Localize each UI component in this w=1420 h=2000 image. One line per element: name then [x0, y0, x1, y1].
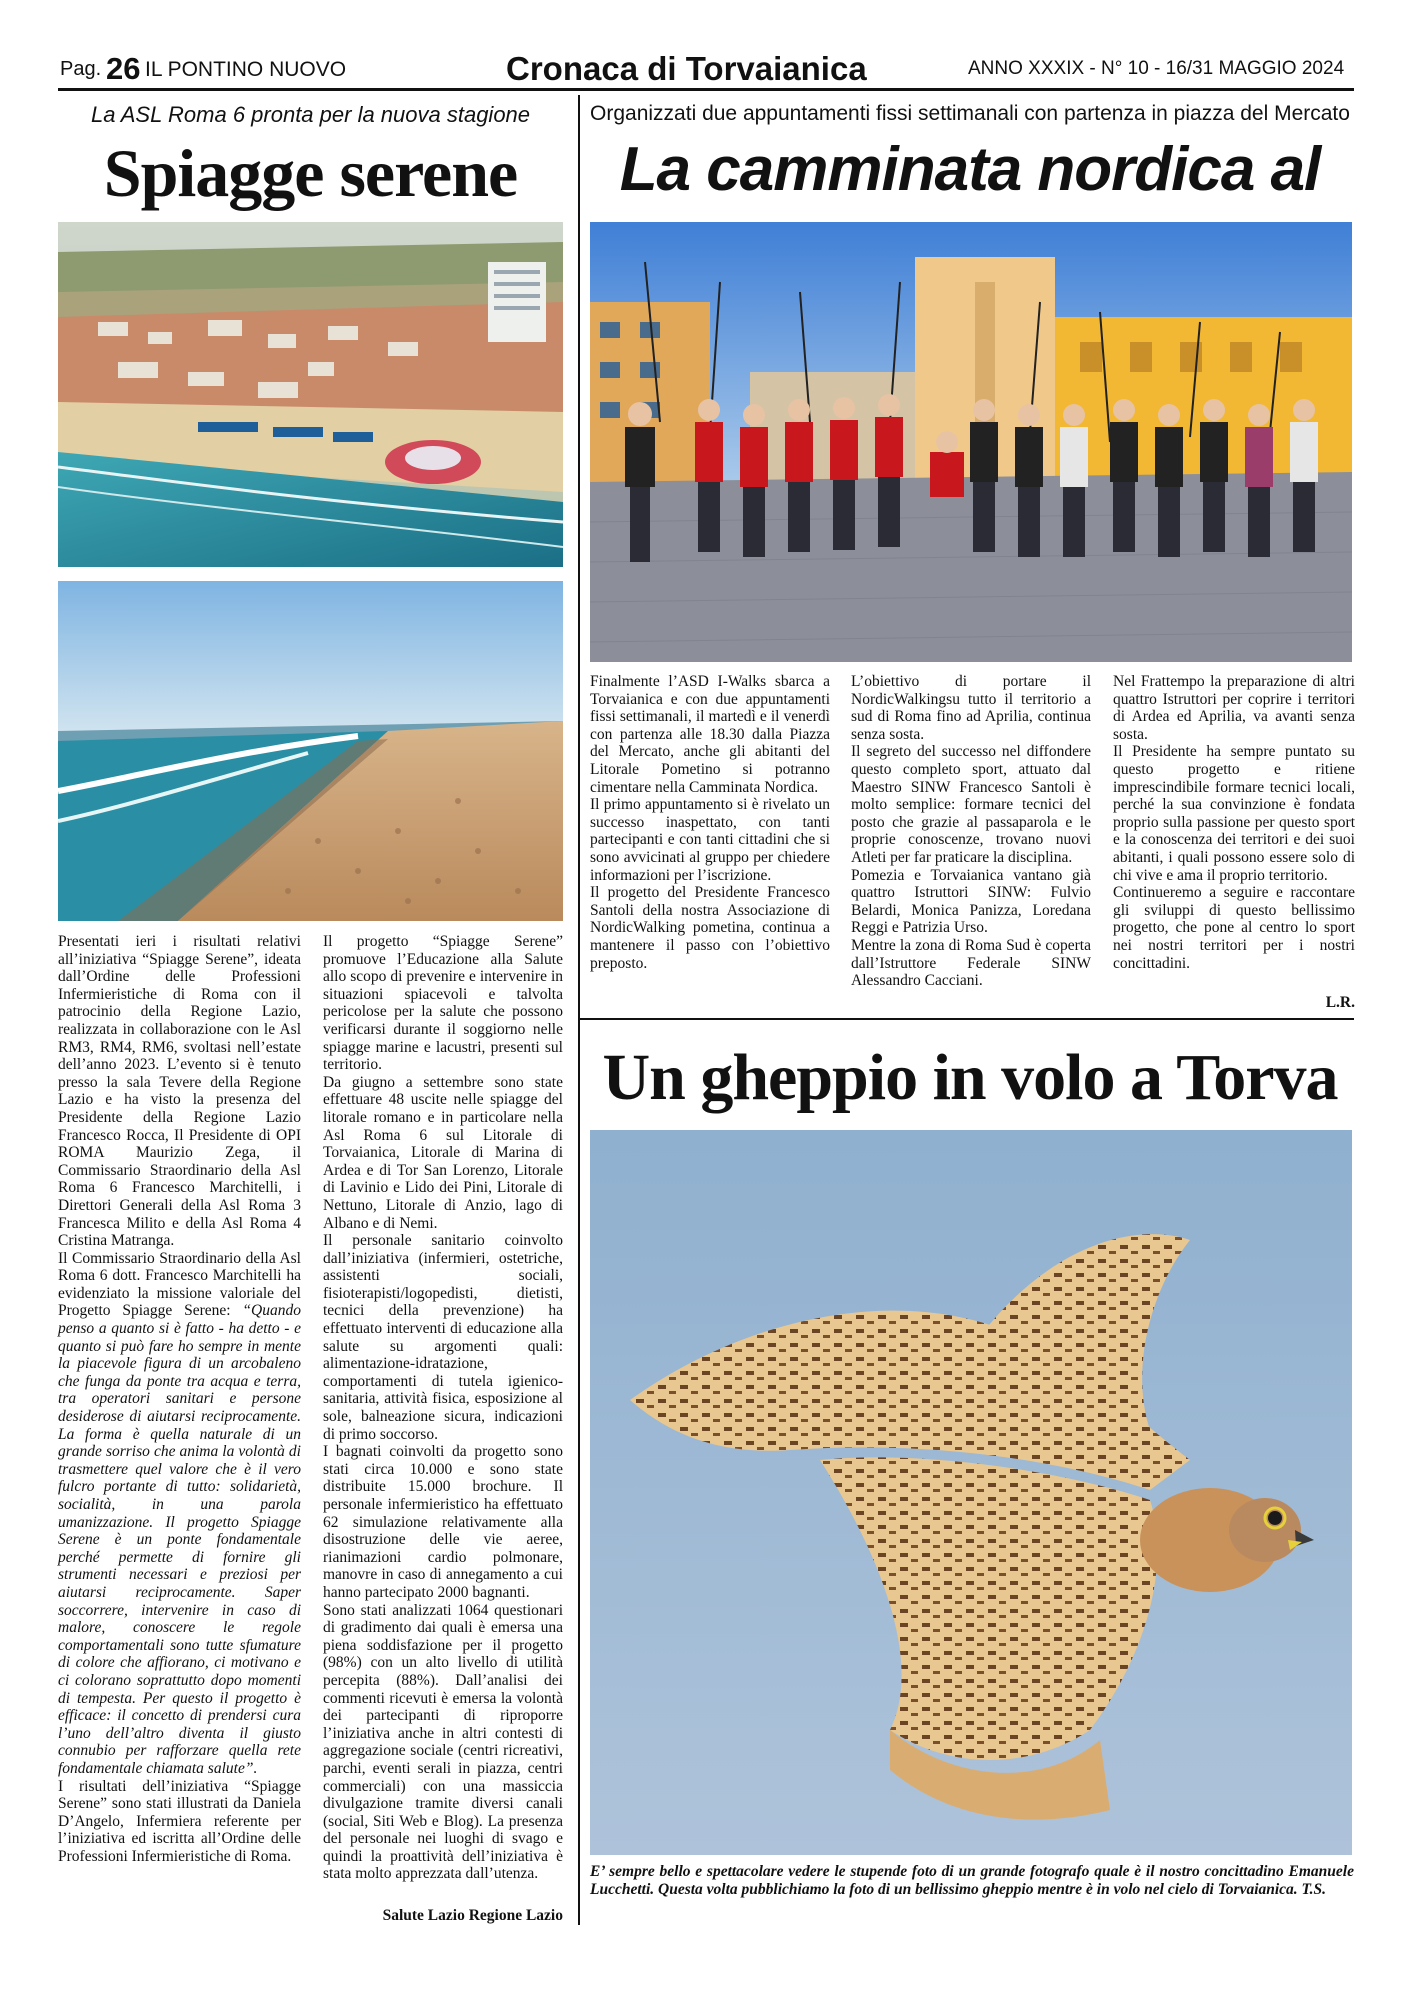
- page-number: 26: [106, 51, 141, 86]
- paragraph: Finalmente l’ASD I-Walks sbarca a Torvaianica e con due appuntamenti fissi settimanali, il martedì e il venerdì con partenza alle 18.30 dalla Piazza del Mercato, anche gli abitanti del Litorale Pometino si potranno cimentare nella Camminata Nordica.: [590, 673, 830, 796]
- paragraph: Il personale sanitario coinvolto dall’iniziativa (infermieri, ostetriche, assistenti sociali, fisioterapisti/logopedisti, dietisti, tecnici della prevenzione) ha effettuato interventi di educazione alla salute su argomenti quali: alimentazione-idratazione, comportamenti di tutela igienico-sanitaria, attività fisica, esposizione al sole, balneazione sicura, indicazioni di primo soccorso.: [323, 1232, 563, 1443]
- page-label: Pag.: [60, 58, 102, 80]
- right-article-signature: L.R.: [1325, 994, 1355, 1011]
- paragraph: Mentre la zona di Roma Sud è coperta dall’Istruttore Federale SINW Alessandro Cacciani.: [851, 936, 1091, 990]
- aerial-beach-photo: [58, 222, 563, 567]
- paragraph: Il progetto “Spiagge Serene” promuove l’Educazione alla Salute allo scopo di prevenire e intervenire in situazioni spiacevoli e talvolta pericolose per la salute che possono verificarsi durante il soggiorno nelle spiagge marine e lacustri, presenti sul territorio.: [323, 933, 563, 1074]
- left-headline: Spiagge serene: [103, 135, 518, 211]
- right-article-column-1: [590, 673, 830, 972]
- header-rule: [58, 88, 1354, 91]
- paragraph: Continueremo a seguire e raccontare gli sviluppi di questo bellissimo progetto, che pone al centro lo sport nei nostri territori per i nostri concittadini.: [1113, 884, 1355, 972]
- paragraph: Il segreto del successo nel diffondere questo completo sport, attuato dal Maestro SINW Francesco Santoli è molto semplice: formare tecnici del posto che grazie al passaparola e le proprie conoscenze, trovano nuovi Atleti per far praticare la disciplina.: [851, 743, 1091, 866]
- section-divider: [578, 1018, 1354, 1020]
- left-kicker: La ASL Roma 6 pronta per la nuova stagione: [90, 102, 531, 127]
- paragraph: I bagnati coinvolti da progetto sono stati circa 10.000 e sono state distribuite 15.000 brochure. Il personale infermieristico ha effettuato 62 simulazione relativamente alla disostruzione delle vie aeree, rianimazioni cardio polmonare, manovre in caso di annegamento a cui hanno partecipato 2000 bagnanti.: [323, 1443, 563, 1601]
- kestrel-headline: Un gheppio in volo a Torva: [602, 1041, 1338, 1114]
- right-article-column-3: [1113, 673, 1355, 972]
- left-article-column-1: [58, 933, 301, 1865]
- left-article-column-2: [323, 933, 563, 1883]
- nordic-walking-group-photo: [590, 222, 1352, 662]
- quote: “Quando penso a quanto si è fatto - ha detto - e quanto si può fare ho sempre in mente la piacevole figura di un arcobaleno che funga da ponte tra acqua e terra, tra operatori sanitari e persone desiderose di aiutarsi reciprocamente. La forma è quella naturale di un grande sorriso che anima la volontà di trasmettere quel valore che è il vero fulcro portante di tutto: solidarietà, socialità, in una parola umanizzazione. Il progetto Spiagge Serene è un ponte fondamentale perché permette di fornire gli strumenti necessari e preziosi per aiutarsi reciprocamente. Saper soccorrere, intervenire in caso di malore, conoscere le regole comportamentali sono tutte sfumature di colore che affiorano, ci motivano e ci colorano soprattutto dopo momenti di tempesta. Per questo il progetto è efficace: il concetto di prendersi cura l’uno dell’altro diventa il giusto connubio per rafforzare quella rete fondamentale chiamata salute”.: [58, 1302, 301, 1777]
- paragraph: Pomezia e Torvaianica vantano già quattro Istruttori SINW: Fulvio Belardi, Monica Panizza, Loredana Reggi e Patrizia Urso.: [851, 866, 1091, 937]
- issue-info: ANNO XXXIX - N° 10 - 16/31 MAGGIO 2024: [968, 58, 1345, 79]
- right-kicker: Organizzati due appuntamenti fissi settimanali con partenza in piazza del Mercato: [590, 102, 1350, 125]
- beach-shore-photo: [58, 581, 563, 921]
- section-title: Cronaca di Torvaianica: [506, 50, 867, 87]
- paragraph: L’obiettivo di portare il NordicWalkingsu tutto il territorio a sud di Roma fino ad Aprilia, continua senza sosta.: [851, 673, 1091, 743]
- masthead: IL PONTINO NUOVO: [145, 58, 347, 81]
- paragraph: Sono stati analizzati 1064 questionari di gradimento dai quali è emersa una piena soddisfazione per il progetto (98%) con un alto livello di utilità percepita (88%). Dall’analisi dei commenti ricevuti è emersa la volontà dei partecipanti di riproporre l’iniziativa anche in altri contesti di aggregazione sociale (centri ricreativi, parchi, eventi serali in piazza, centri commerciali) con una massiccia divulgazione tramite diversi canali (social, Siti Web e Blog). La presenza del personale nei luoghi di svago e quindi la proattività dell’iniziativa è stata molto apprezzata dall’utenza.: [323, 1601, 563, 1883]
- paragraph: Da giugno a settembre sono state effettuare 48 uscite nelle spiagge del litorale romano e in particolare nella Asl Roma 6 sul Litorale di Torvaianica, Litorale di Marina di Ardea e di Tor San Lorenzo, Litorale di Lavinio e Lido dei Pini, Litorale di Nettuno, Litorale di Anzio, lago di Albano e di Nemi.: [323, 1073, 563, 1232]
- paragraph: Il Presidente ha sempre puntato su questo progetto e ritiene imprescindibile formare tecnici locali, perché la sua convinzione è fondata proprio sulla passione per questo sport e la conoscenza dei territori e dei suoi abitanti, i quali possono essere solo di chi vive e ama il proprio territorio.: [1113, 743, 1355, 884]
- kestrel-photo-caption: E’ sempre bello e spettacolare vedere le stupende foto di un grande fotografo quale è il nostro concittadino Emanuele Lucchetti. Questa volta pubblichiamo la foto di un bellissimo gheppio mentre è in volo nel cielo di Torvaianica. T.S.: [590, 1863, 1354, 1898]
- paragraph: I risultati dell’iniziativa “Spiagge Serene” sono stati illustrati da Daniela D’Angelo, Infermiera referente per l’iniziativa ed iscritta all’Ordine delle Professioni Infermieristiche di Roma.: [58, 1777, 301, 1865]
- paragraph: Il primo appuntamento si è rivelato un successo inaspettato, con tanti partecipanti e con tanti cittadini che si sono avvicinati al gruppo per chiedere informazioni per l’iscrizione.: [590, 796, 830, 884]
- left-article-signature: Salute Lazio Regione Lazio: [382, 1907, 563, 1924]
- paragraph: Il progetto del Presidente Francesco Santoli della nostra Associazione di NordicWalking pometina, continua a mantenere il passo con l’obiettivo preposto.: [590, 884, 830, 972]
- right-headline: La camminata nordica al: [619, 135, 1321, 204]
- column-divider: [578, 95, 580, 1925]
- paragraph: Presentati ieri i risultati relativi all’iniziativa “Spiagge Serene”, ideata dall’Ordine delle Professioni Infermieristiche di Roma con il patrocinio della Regione Lazio, realizzata in collaborazione con le Asl RM3, RM4, RM6, svoltasi nell’estate dell’anno 2023. L’evento si è tenuto presso la sala Tevere della Regione Lazio e ha visto la presenza del Presidente della Regione Lazio Francesco Rocca, Il Presidente di OPI ROMA Maurizio Zega, il Commissario Straordinario della Asl Roma 6 Francesco Marchitelli, i Direttori Generali della Asl Roma 3 Francesca Milito e della Asl Roma 4 Cristina Matranga.: [58, 933, 301, 1250]
- right-article-column-2: [851, 673, 1091, 990]
- kestrel-in-flight-photo: [590, 1130, 1352, 1855]
- paragraph: Nel Frattempo la preparazione di altri quattro Istruttori per coprire i territori di Ardea ed Aprilia, va avanti senza sosta.: [1113, 673, 1355, 743]
- paragraph: Il Commissario Straordinario della Asl Roma 6 dott. Francesco Marchitelli ha evidenziato la missione valoriale del Progetto Spiagge Serene:: [58, 1249, 301, 1320]
